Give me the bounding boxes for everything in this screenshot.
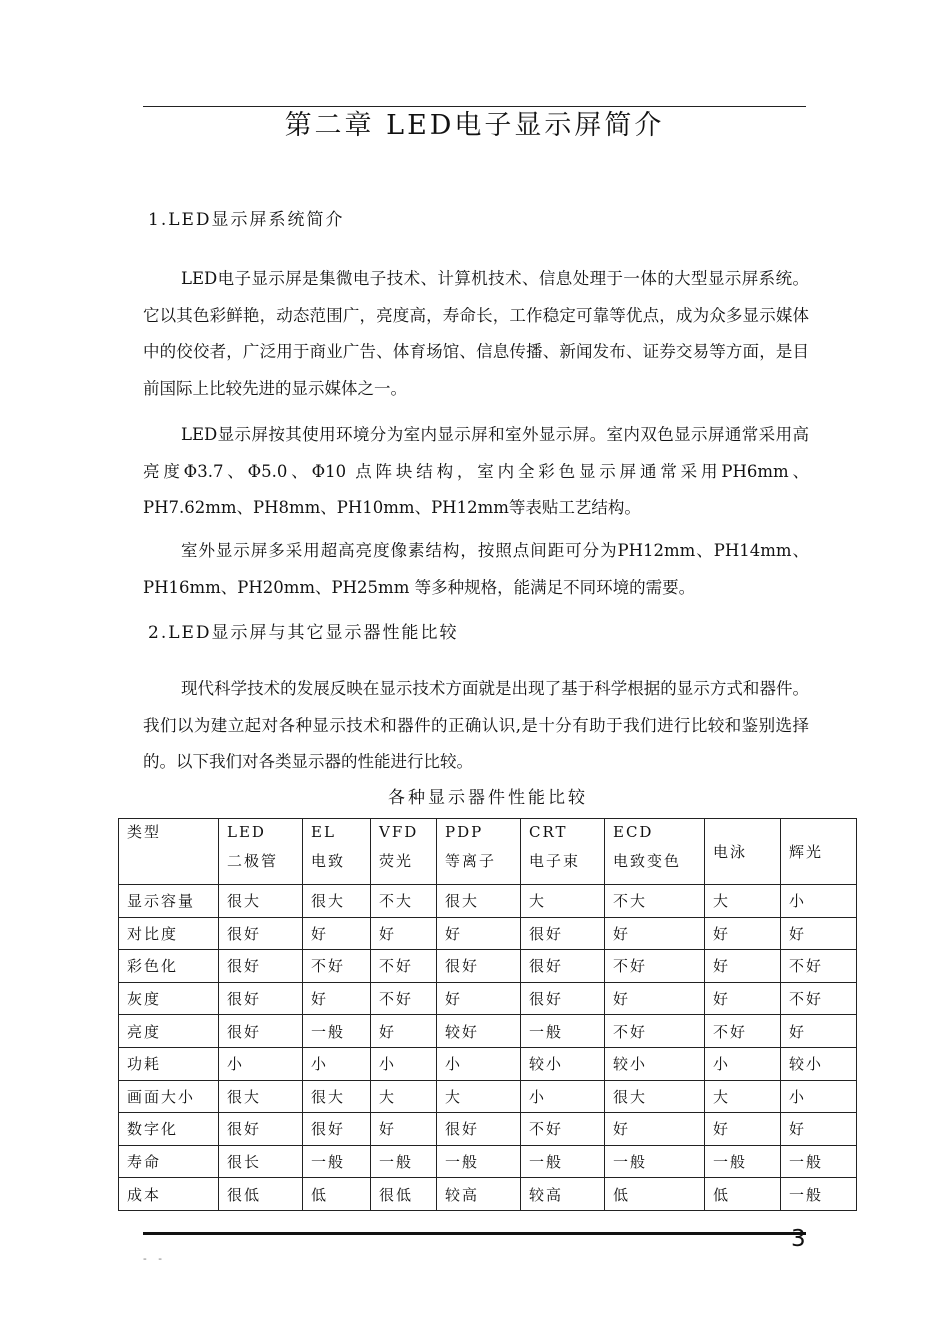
table-cell: 数字化 xyxy=(119,1113,219,1146)
table-cell: 很好 xyxy=(219,950,303,983)
table-cell: 很好 xyxy=(219,1015,303,1048)
table-cell: 很大 xyxy=(605,1080,705,1113)
table-row xyxy=(119,1178,857,1211)
table-cell: 一般 xyxy=(303,1015,371,1048)
table-cell: 较高 xyxy=(437,1178,521,1211)
table-header-row xyxy=(119,819,857,885)
table-cell: 很好 xyxy=(437,1113,521,1146)
table-cell: 很好 xyxy=(521,982,605,1015)
table-cell: 较高 xyxy=(521,1178,605,1211)
table-caption: 各种显示器件性能比较 xyxy=(388,788,588,808)
header-rule xyxy=(143,106,806,107)
table-cell: 较小 xyxy=(605,1047,705,1080)
header-cell: LED 二极管 xyxy=(219,819,303,885)
table-cell: 小 xyxy=(521,1080,605,1113)
table-row xyxy=(119,1047,857,1080)
table-cell: 功耗 xyxy=(119,1047,219,1080)
table-cell: 亮度 xyxy=(119,1015,219,1048)
table-cell: 小 xyxy=(371,1047,437,1080)
section-heading-2: 2.LED显示屏与其它显示器性能比较 xyxy=(148,623,459,643)
table-cell: 大 xyxy=(705,1080,781,1113)
table-cell: 很低 xyxy=(371,1178,437,1211)
table-cell: 大 xyxy=(371,1080,437,1113)
table-cell: 小 xyxy=(781,1080,857,1113)
table-cell: 很好 xyxy=(219,917,303,950)
table-cell: 画面大小 xyxy=(119,1080,219,1113)
table-row xyxy=(119,885,857,918)
table-row xyxy=(119,982,857,1015)
table-cell: 小 xyxy=(781,885,857,918)
table-cell: 低 xyxy=(303,1178,371,1211)
table-cell: 好 xyxy=(303,917,371,950)
section-heading-1: 1.LED显示屏系统简介 xyxy=(148,210,345,230)
table-cell: 好 xyxy=(371,1015,437,1048)
table-cell: 很好 xyxy=(521,950,605,983)
table-cell: 小 xyxy=(303,1047,371,1080)
table-cell: 一般 xyxy=(521,1145,605,1178)
table-row xyxy=(119,950,857,983)
table-row xyxy=(119,1145,857,1178)
table-cell: 不好 xyxy=(605,950,705,983)
header-cell: 电泳 xyxy=(705,819,781,885)
table-cell: 一般 xyxy=(437,1145,521,1178)
header-cell: 类型 xyxy=(119,819,219,885)
table-cell: 较小 xyxy=(521,1047,605,1080)
table-cell: 大 xyxy=(705,885,781,918)
table-cell: 好 xyxy=(705,917,781,950)
table-cell: 一般 xyxy=(781,1178,857,1211)
table-cell: 低 xyxy=(605,1178,705,1211)
table-cell: 显示容量 xyxy=(119,885,219,918)
paragraph-outdoor: 室外显示屏多采用超高亮度像素结构，按照点间距可分为PH12mm、PH14mm、PH16mm、PH20mm、PH25mm 等多种规格，能满足不同环境的需要。 xyxy=(143,541,809,597)
table-cell: 不好 xyxy=(781,950,857,983)
table-cell: 低 xyxy=(705,1178,781,1211)
table-cell: 不好 xyxy=(605,1015,705,1048)
table-cell: 好 xyxy=(705,982,781,1015)
table-cell: 寿命 xyxy=(119,1145,219,1178)
header-cell: CRT 电子束 xyxy=(521,819,605,885)
paragraph-comparison: 现代科学技术的发展反映在显示技术方面就是出现了基于科学根据的显示方式和器件。我们以为建立起对各种显示技术和器件的正确认识,是十分有助于我们进行比较和鉴别选择的。以下我们对各类显示器的性能进行比较。 xyxy=(143,679,809,771)
table-cell: 彩色化 xyxy=(119,950,219,983)
table-cell: 小 xyxy=(219,1047,303,1080)
table-cell: 大 xyxy=(437,1080,521,1113)
table-cell: 好 xyxy=(705,950,781,983)
comparison-table xyxy=(118,818,857,1211)
table-cell: 很长 xyxy=(219,1145,303,1178)
table-cell: 很好 xyxy=(219,1113,303,1146)
table-cell: 好 xyxy=(437,917,521,950)
table-cell: 好 xyxy=(605,917,705,950)
footer-rule xyxy=(143,1232,806,1235)
table-cell: 不大 xyxy=(371,885,437,918)
table-cell: 很低 xyxy=(219,1178,303,1211)
table-cell: 好 xyxy=(605,1113,705,1146)
table-cell: 很好 xyxy=(219,982,303,1015)
header-cell: PDP 等离子 xyxy=(437,819,521,885)
table-cell: 不好 xyxy=(781,982,857,1015)
table-cell: 小 xyxy=(705,1047,781,1080)
table-cell: 好 xyxy=(605,982,705,1015)
table-cell: 较小 xyxy=(781,1047,857,1080)
table-cell: 很大 xyxy=(437,885,521,918)
table-cell: 不好 xyxy=(521,1113,605,1146)
table-cell: 很好 xyxy=(521,917,605,950)
table-cell: 很好 xyxy=(437,950,521,983)
table-cell: 好 xyxy=(781,1113,857,1146)
table-cell: 不好 xyxy=(705,1015,781,1048)
table-cell: 好 xyxy=(371,1113,437,1146)
table-cell: 不大 xyxy=(605,885,705,918)
table-cell: 灰度 xyxy=(119,982,219,1015)
table-cell: 一般 xyxy=(781,1145,857,1178)
table-cell: 好 xyxy=(781,1015,857,1048)
table-cell: 对比度 xyxy=(119,917,219,950)
header-cell: EL 电致 xyxy=(303,819,371,885)
table-row xyxy=(119,917,857,950)
table-cell: 很大 xyxy=(303,885,371,918)
page-number: 3 xyxy=(791,1226,806,1252)
chapter-title: 第二章 LED电子显示屏简介 xyxy=(284,110,665,141)
table-cell: 一般 xyxy=(371,1145,437,1178)
table-cell: 很好 xyxy=(303,1113,371,1146)
header-cell: VFD 荧光 xyxy=(371,819,437,885)
table-cell: 不好 xyxy=(371,982,437,1015)
table-cell: 成本 xyxy=(119,1178,219,1211)
footer-marks: - - xyxy=(143,1252,166,1265)
table-cell: 一般 xyxy=(521,1015,605,1048)
table-cell: 小 xyxy=(437,1047,521,1080)
table-cell: 一般 xyxy=(705,1145,781,1178)
table-cell: 好 xyxy=(705,1113,781,1146)
paragraph-indoor: LED显示屏按其使用环境分为室内显示屏和室外显示屏。室内双色显示屏通常采用高亮度Φ3.7、Φ5.0、Φ10 点阵块结构，室内全彩色显示屏通常采用PH6mm、PH7.62mm、PH8mm、PH10mm、PH12mm等表贴工艺结构。 xyxy=(143,425,809,517)
paragraph-intro: LED电子显示屏是集微电子技术、计算机技术、信息处理于一体的大型显示屏系统。它以其色彩鲜艳，动态范围广，亮度高，寿命长，工作稳定可靠等优点，成为众多显示媒体中的佼佼者，广泛用于商业广告、体育场馆、信息传播、新闻发布、证券交易等方面，是目前国际上比较先进的显示媒体之一。 xyxy=(143,269,809,398)
header-cell: ECD 电致变色 xyxy=(605,819,705,885)
table-cell: 很大 xyxy=(303,1080,371,1113)
header-cell: 辉光 xyxy=(781,819,857,885)
table-cell: 较好 xyxy=(437,1015,521,1048)
table-cell: 一般 xyxy=(303,1145,371,1178)
table-cell: 好 xyxy=(781,917,857,950)
table-row xyxy=(119,1113,857,1146)
table-cell: 一般 xyxy=(605,1145,705,1178)
table-cell: 好 xyxy=(371,917,437,950)
table-cell: 不好 xyxy=(371,950,437,983)
table-cell: 好 xyxy=(437,982,521,1015)
table-cell: 大 xyxy=(521,885,605,918)
table-cell: 好 xyxy=(303,982,371,1015)
table-row xyxy=(119,1015,857,1048)
table-cell: 很大 xyxy=(219,885,303,918)
table-cell: 不好 xyxy=(303,950,371,983)
table-cell: 很大 xyxy=(219,1080,303,1113)
table-row xyxy=(119,1080,857,1113)
